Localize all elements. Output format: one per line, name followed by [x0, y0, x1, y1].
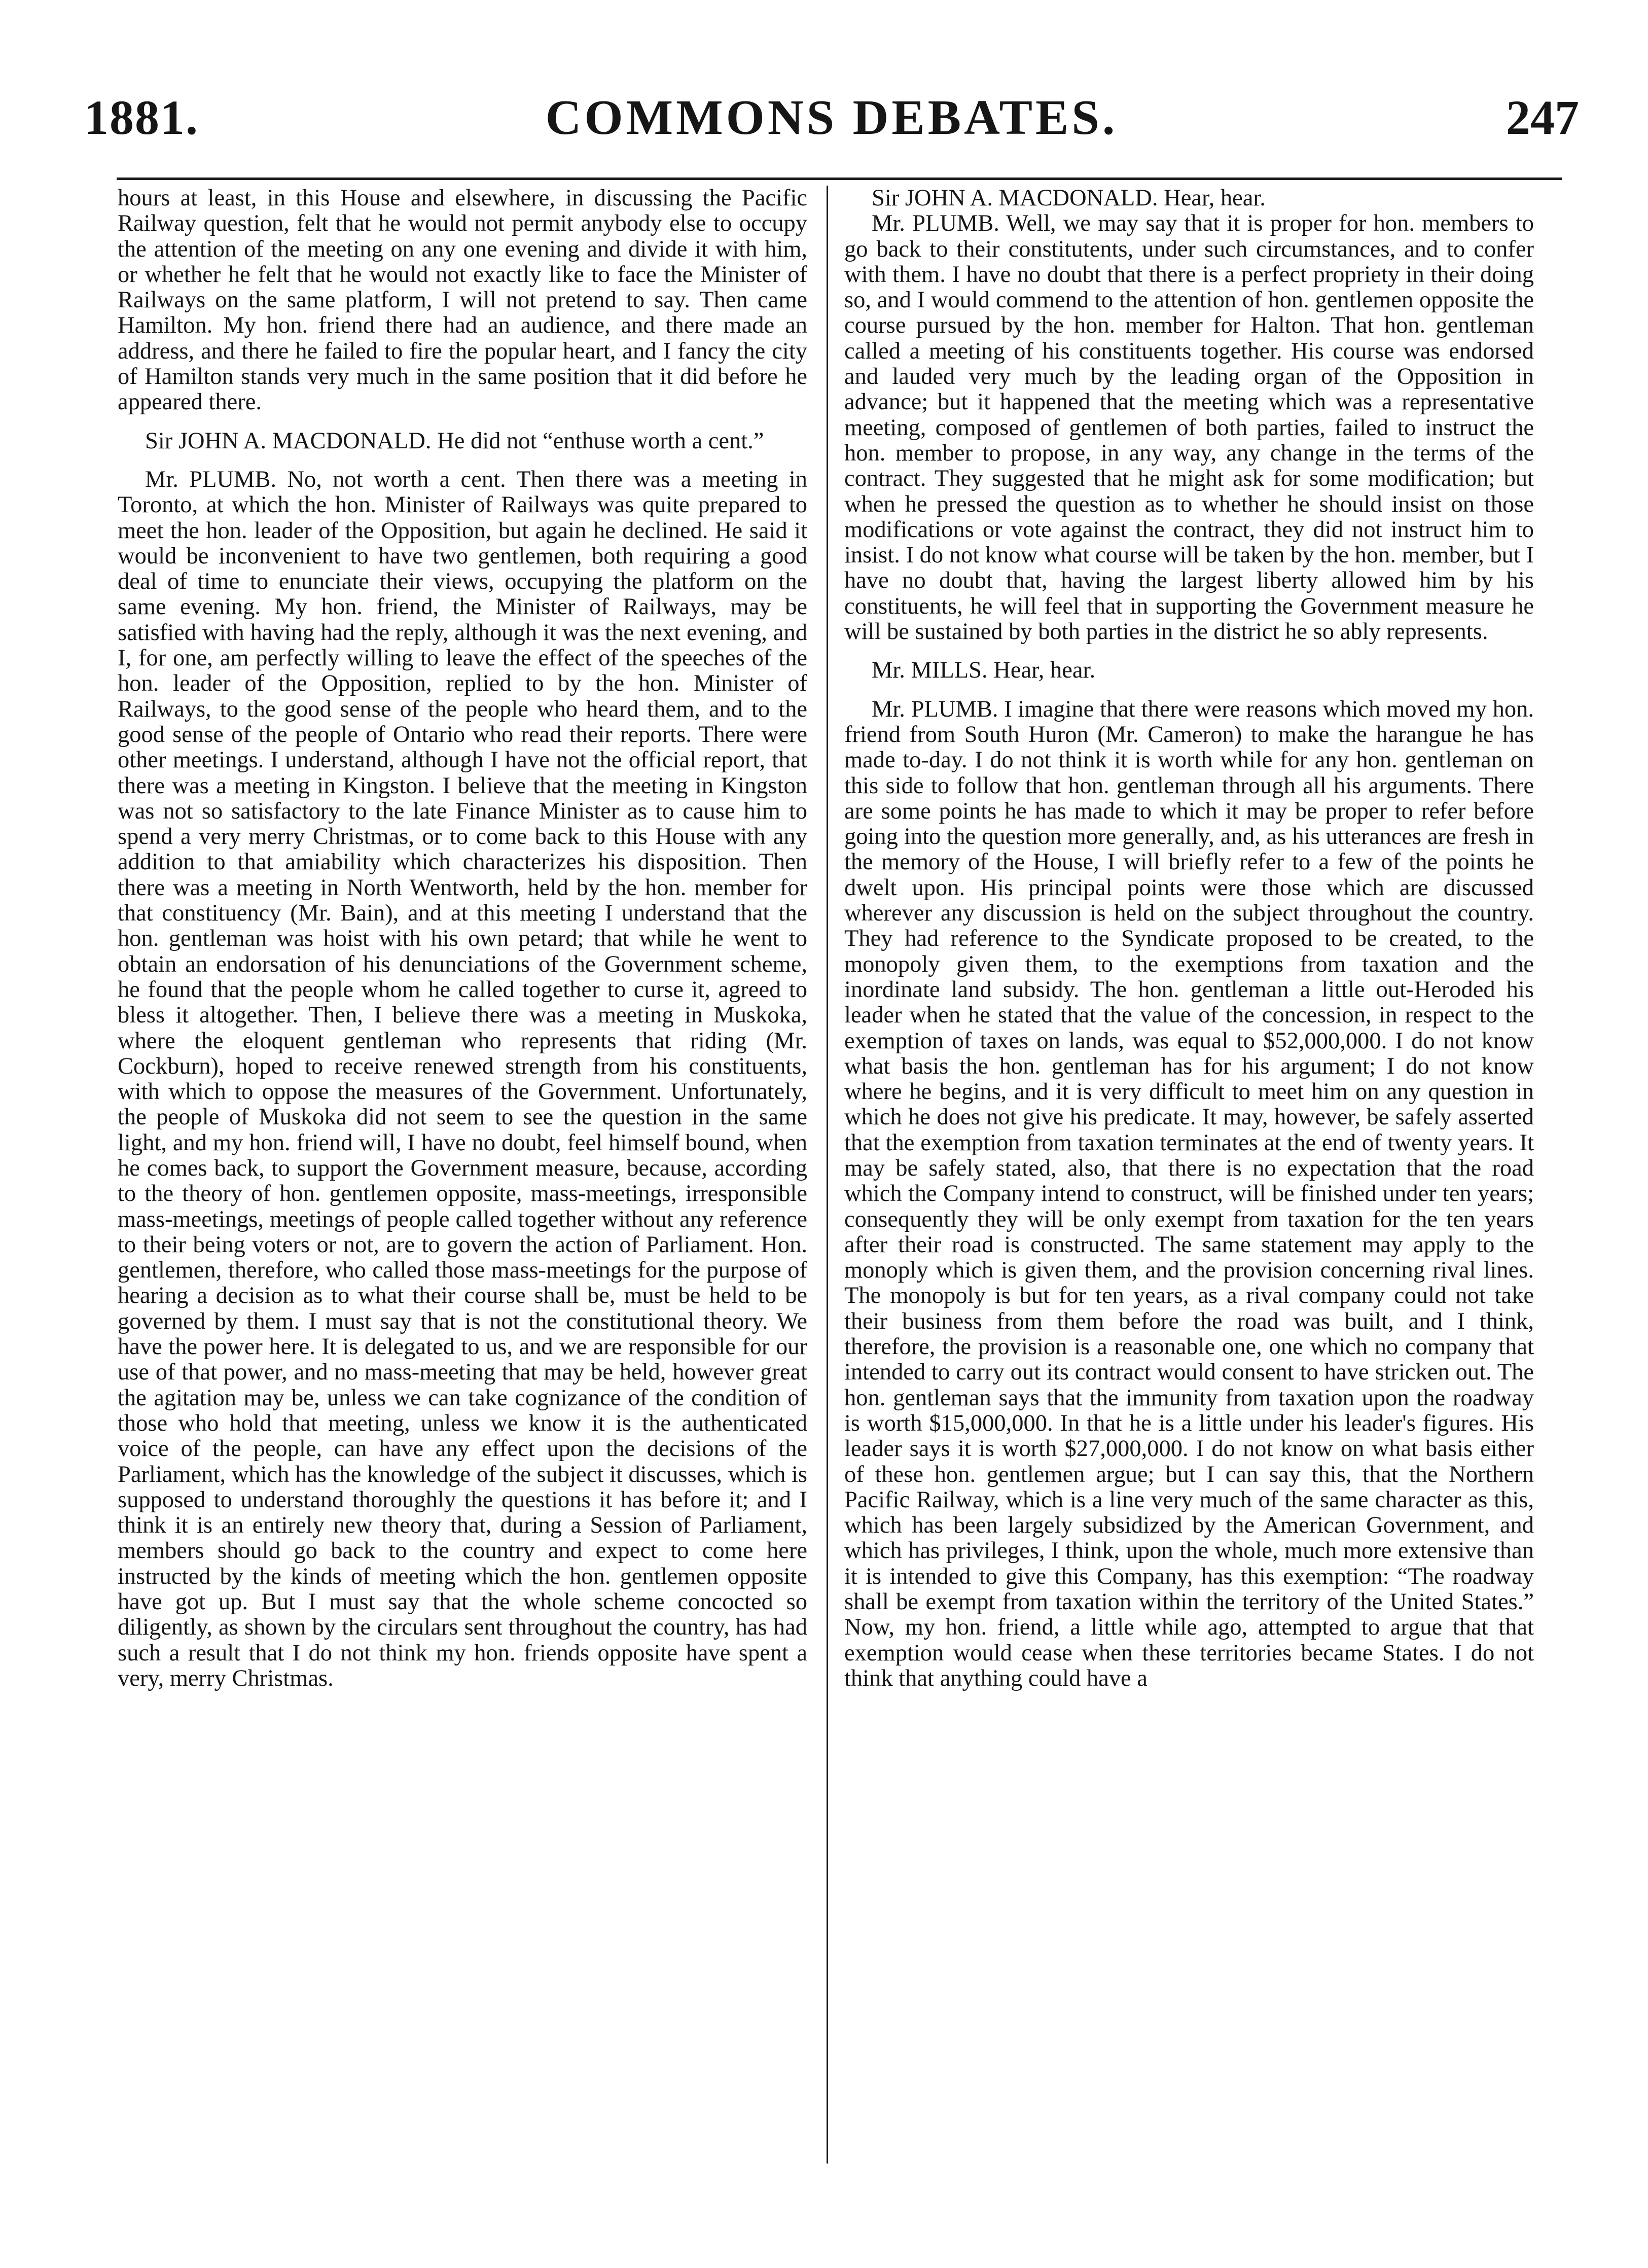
- column-divider: [827, 186, 828, 2164]
- left-column: [118, 186, 807, 2164]
- paragraph-continued: hours at least, in this House and elsewhere, in discussing the Pacific Railway question, felt that he would not permit anybody else to occupy the attention of the meeting on any one evening and divide it with him, or whether he felt that he would not exactly like to face the Minister of Railways on the same platform, I will not pretend to say. Then came Hamilton. My hon. friend there had an audience, and there made an address, and there he failed to fire the popular heart, and I fancy the city of Hamilton stands very much in the same position that it did before he appeared there.: [118, 186, 807, 415]
- header-title: COMMONS DEBATES.: [545, 90, 1118, 145]
- paragraph-macdonald-hear-hear: Sir JOHN A. MACDONALD. Hear, hear.: [872, 186, 1266, 211]
- paragraph-macdonald-interjection: Sir JOHN A. MACDONALD. He did not “enthuse worth a cent.”: [145, 428, 764, 454]
- page-number: 247: [1506, 90, 1579, 145]
- header-year: 1881.: [84, 90, 199, 145]
- header-rule: [117, 178, 1562, 180]
- paragraph-plumb-speech: Mr. PLUMB. No, not worth a cent. Then there was a meeting in Toronto, at which the hon. Minister of Railways was quite prepared to meet the hon. leader of the Opposition, but again he declined. He said it would be inconvenient to have two gentlemen, both requiring a good deal of time to enunciate their views, occupying the platform on the same evening. My hon. friend, the Minister of Railways, may be satisfied with having had the reply, although it was the next evening, and I, for one, am perfectly willing to leave the effect of the speeches of the hon. leader of the Opposition, replied to by the hon. Minister of Railways, to the good sense of the people who heard them, and to the good sense of the people of Ontario who read their reports. There were other meetings. I understand, although I have not the official report, that there was a meeting in Kingston. I believe that the meeting in Kingston was not so satisfactory to the late Finance Minister as to cause him to spend a very merry Christmas, or to come back to this House with any addition to that amiability which characterizes his disposition. Then there was a meeting in North Wentworth, held by the hon. member for that constituency (Mr. Bain), and at this meeting I understand that the hon. gentleman was hoist with his own petard; that while he went to obtain an endorsation of his denunciations of the Government scheme, he found that the people whom he called together to curse it, agreed to bless it altogether. Then, I believe there was a meeting in Muskoka, where the eloquent gentleman who represents that riding (Mr. Cockburn), hoped to receive renewed strength from his constituents, with which to oppose the measures of the Government. Unfortunately, the people of Muskoka did not seem to see the question in the same light, and my hon. friend will, I have no doubt, feel himself bound, when he comes back, to support the Government measure, because, according to the theory of hon. gentlemen opposite, mass-meetings, irresponsible mass-meetings, meetings of people called together without any reference to their being voters or not, are to govern the action of Parliament. Hon. gentlemen, therefore, who called those mass-meetings for the purpose of hearing a decision as to what their course shall be, must be held to be governed by them. I must say that is not the constitutional theory. We have the power here. It is delegated to us, and we are responsible for our use of that power, and no mass-meeting that may be held, however great the agitation may be, unless we can take cognizance of the condition of those who hold that meeting, unless we know it is the authenticated voice of the people, can have any effect upon the decisions of the Parliament, which has the knowledge of the subject it discusses, which is supposed to understand thoroughly the questions it has before it; and I think it is an entirely new theory that, during a Session of Parliament, members should go back to the country and expect to come here instructed by the kinds of meeting which the hon. gentlemen opposite have got up. But I must say that the whole scheme concocted so diligently, as shown by the circulars sent throughout the country, has had such a result that I do not think my hon. friends opposite have spent a very, merry Christmas.: [118, 466, 807, 1691]
- paragraph-mills-hear-hear: Mr. MILLS. Hear, hear.: [872, 657, 1096, 684]
- right-column: [844, 186, 1534, 2164]
- running-head: [84, 89, 1579, 165]
- paragraph-plumb-continued: Mr. PLUMB. I imagine that there were reasons which moved my hon. friend from South Huron (Mr. Cameron) to make the harangue he has made to-day. I do not think it is worth while for any hon. gentleman on this side to follow that hon. gentleman through all his arguments. There are some points he has made to which it may be proper to refer before going into the question more generally, and, as his utterances are fresh in the memory of the House, I will briefly refer to a few of the points he dwelt upon. His principal points were those which are discussed wherever any discussion is held on the subject throughout the country. They had reference to the Syndicate proposed to be created, to the monopoly given them, to the exemptions from taxation and the inordinate land subsidy. The hon. gentleman a little out-Heroded his leader when he stated that the value of the concession, in respect to the exemption of taxes on lands, was equal to $52,000,000. I do not know what basis the hon. gentleman has for his argument; I do not know where he begins, and it is very difficult to meet him on any question in which he does not give his predicate. It may, however, be safely asserted that the exemption from taxation terminates at the end of twenty years. It may be safely stated, also, that there is no expectation that the road which the Company intend to construct, will be finished under ten years; consequently they will be only exempt from taxation for the ten years after their road is constructed. The same statement may apply to the monoply which is given them, and the provision concerning rival lines. The monopoly is but for ten years, as a rival company could not take their business from them before the road was built, and I think, therefore, the provision is a reasonable one, one which no company that intended to carry out its contract would consent to have stricken out. The hon. gentleman says that the immunity from taxation upon the roadway is worth $15,000,000. In that he is a little under his leader's figures. His leader says it is worth $27,000,000. I do not know on what basis either of these hon. gentlemen argue; but I can say this, that the Northern Pacific Railway, which is a line very much of the same character as this, which has been largely subsidized by the American Government, and which has privileges, I think, upon the whole, much more extensive than it is intended to give this Company, has this exemption: “The roadway shall be exempt from taxation within the territory of the United States.” Now, my hon. friend, a little while ago, attempted to argue that that exemption would cease when these territories became States. I do not think that anything could have a: [844, 696, 1534, 1691]
- paragraph-plumb-reply: Mr. PLUMB. Well, we may say that it is proper for hon. members to go back to their constitutents, under such circumstances, and to confer with them. I have no doubt that there is a perfect propriety in their doing so, and I would commend to the attention of hon. gentlemen opposite the course pursued by the hon. member for Halton. That hon. gentleman called a meeting of his constituents together. His course was endorsed and lauded very much by the leading organ of the Opposition in advance; but it happened that the meeting which was a representative meeting, composed of gentlemen of both parties, failed to instruct the hon. member to propose, in any way, any change in the terms of the contract. They suggested that he might ask for some modification; but when he pressed the question as to whether he should insist on those modifications or vote against the contract, they did not instruct him to insist. I do not know what course will be taken by the hon. member, but I have no doubt that, having the largest liberty allowed him by his constituents, he will feel that in supporting the Government measure he will be sustained by both parties in the district he so ably represents.: [844, 210, 1534, 645]
